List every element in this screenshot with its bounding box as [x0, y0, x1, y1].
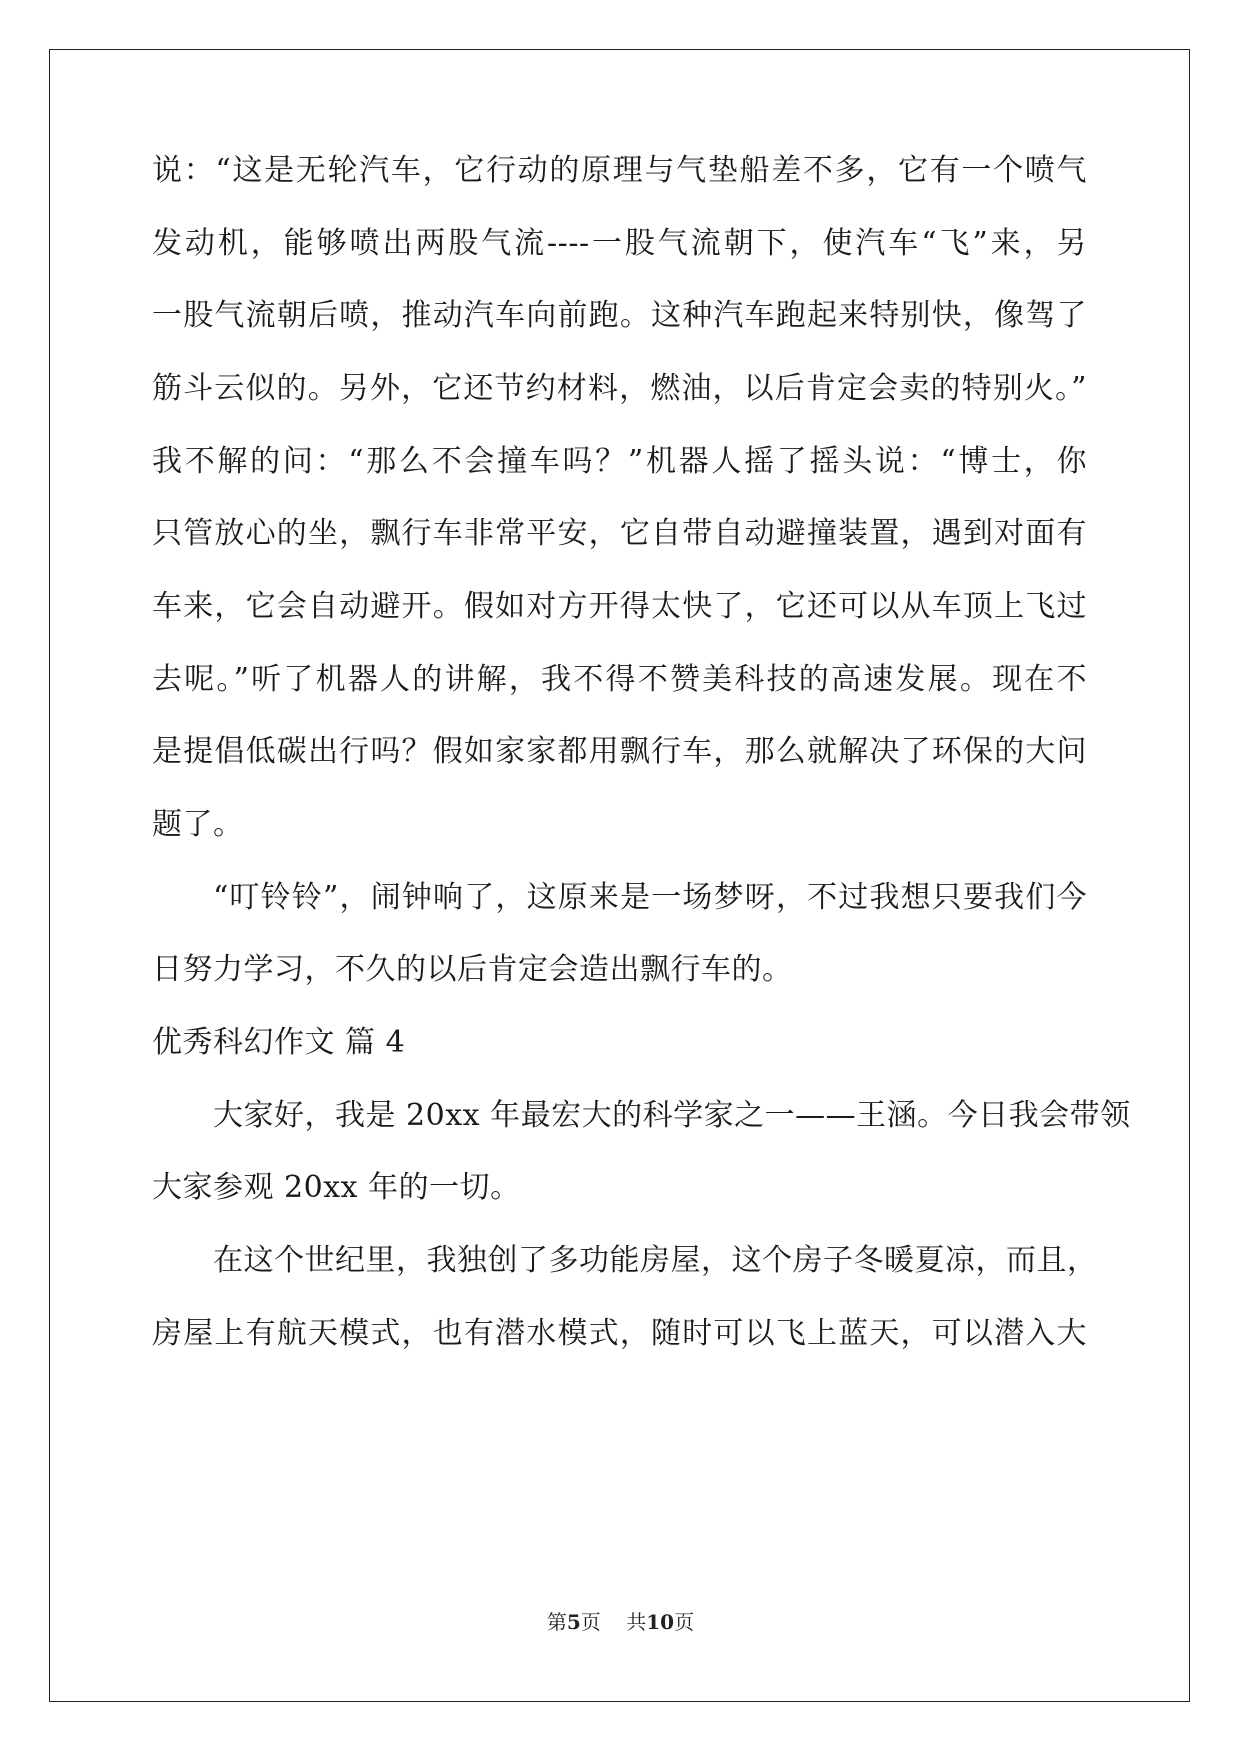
text-line: 去呢。”听了机器人的讲解，我不得不赞美科技的高速发展。现在不 — [152, 662, 1087, 697]
text-line: 筋斗云似的。另外，它还节约材料，燃油，以后肯定会卖的特别火。” — [152, 371, 1087, 406]
text-line: 车来，它会自动避开。假如对方开得太快了，它还可以从车顶上飞过 — [152, 589, 1087, 624]
text-line: 我不解的问：“那么不会撞车吗？”机器人摇了摇头说：“博士，你 — [152, 444, 1087, 479]
text-line: 一股气流朝后喷，推动汽车向前跑。这种汽车跑起来特别快，像驾了 — [152, 298, 1087, 333]
text-line: 大家参观 20xx 年的一切。 — [152, 1170, 521, 1205]
text-line: 只管放心的坐，飘行车非常平安，它自带自动避撞装置，遇到对面有 — [152, 516, 1087, 551]
footer-mid: 页 共 — [580, 1610, 647, 1634]
text-line: 说：“这是无轮汽车，它行动的原理与气垫船差不多，它有一个喷气 — [152, 153, 1087, 188]
text-line: 发动机，能够喷出两股气流----一股气流朝下，使汽车“飞”来，另 — [152, 226, 1087, 261]
text-line: 在这个世纪里，我独创了多功能房屋，这个房子冬暖夏凉，而且， — [213, 1243, 1098, 1278]
page-footer — [0, 1610, 1241, 1634]
section-heading: 优秀科幻作文 篇 4 — [152, 1025, 406, 1060]
text-line: 房屋上有航天模式，也有潜水模式，随时可以飞上蓝天，可以潜入大 — [152, 1316, 1087, 1351]
page-number-total: 10 — [646, 1610, 675, 1634]
text-line: 是提倡低碳出行吗？假如家家都用飘行车，那么就解决了环保的大问 — [152, 734, 1087, 769]
footer-prefix: 第 — [546, 1610, 567, 1634]
text-line: “叮铃铃”，闹钟响了，这原来是一场梦呀，不过我想只要我们今 — [213, 880, 1087, 915]
page-number-current: 5 — [566, 1610, 581, 1634]
text-line: 大家好，我是 20xx 年最宏大的科学家之一——王涵。今日我会带领 — [213, 1098, 1131, 1133]
text-line: 日努力学习，不久的以后肯定会造出飘行车的。 — [152, 952, 793, 987]
footer-suffix: 页 — [674, 1610, 695, 1634]
text-line: 题了。 — [152, 807, 244, 842]
